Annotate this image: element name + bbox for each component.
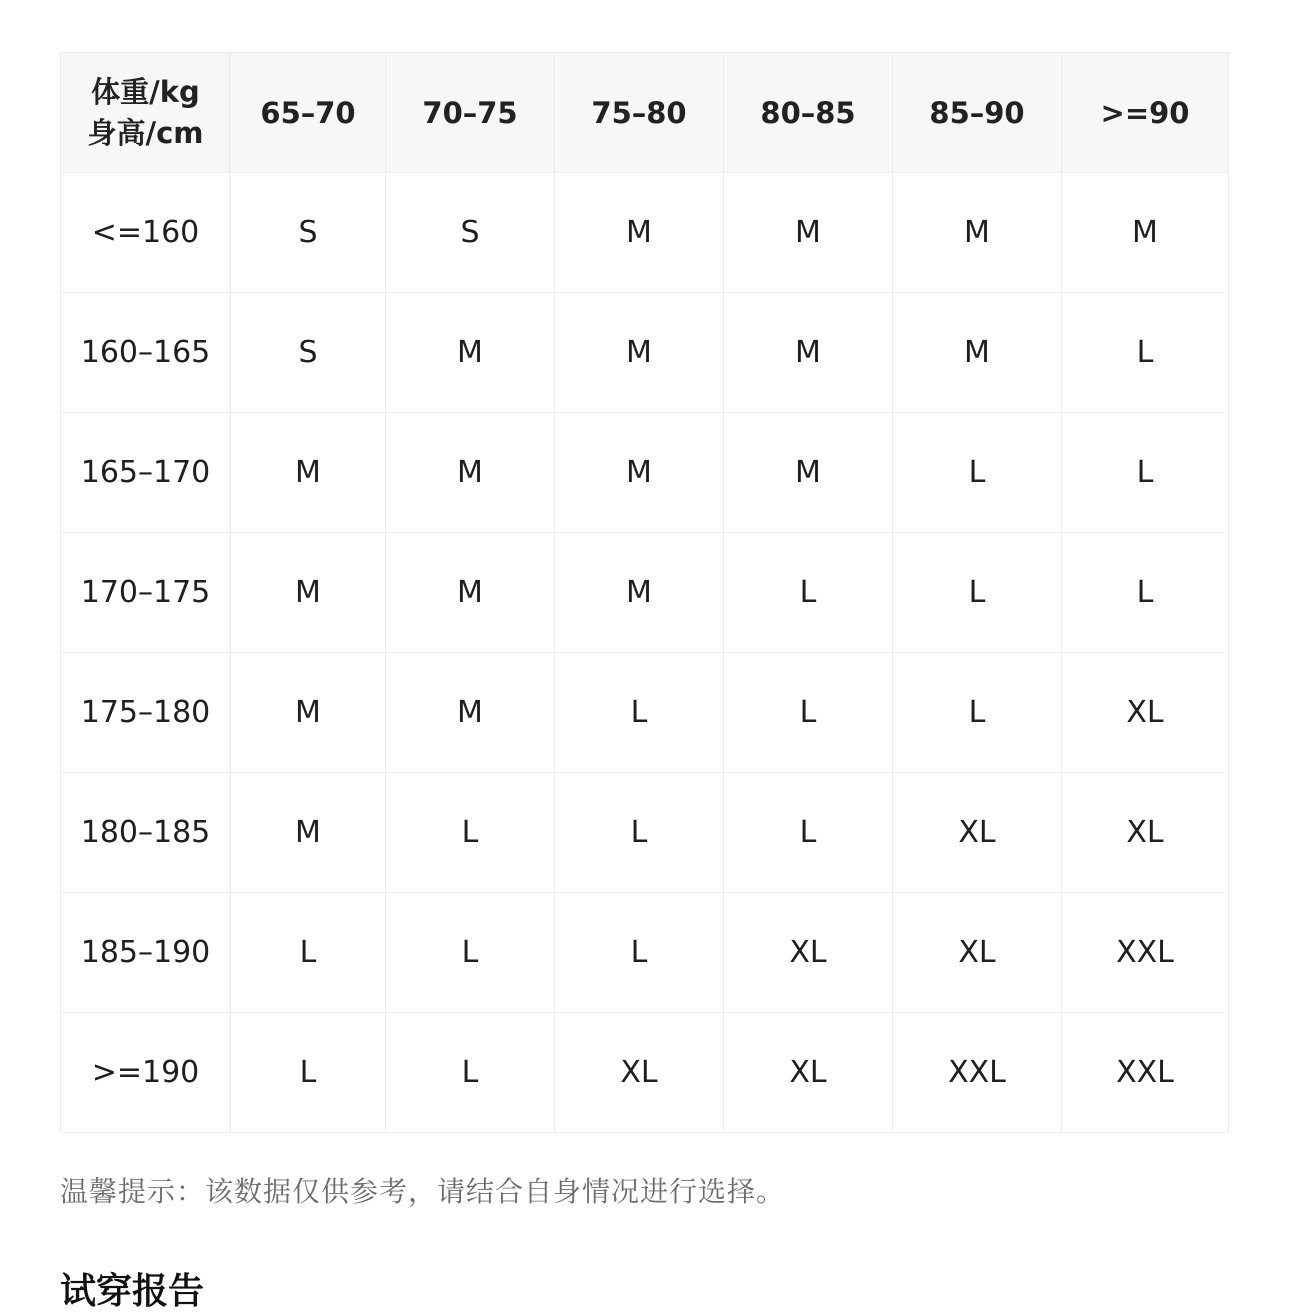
size-chart-table: [60, 52, 1229, 1133]
size-cell: L: [555, 893, 724, 1013]
size-cell: L: [724, 773, 893, 893]
size-cell: XL: [555, 1013, 724, 1133]
weight-column-header: 65–70: [231, 53, 386, 173]
size-cell: XL: [1062, 773, 1229, 893]
size-cell: L: [1062, 413, 1229, 533]
size-cell: L: [893, 533, 1062, 653]
size-cell: L: [386, 1013, 555, 1133]
size-cell: M: [893, 173, 1062, 293]
size-cell: L: [724, 533, 893, 653]
size-cell: M: [386, 533, 555, 653]
size-cell: M: [555, 293, 724, 413]
height-row-header: >=190: [61, 1013, 231, 1133]
size-cell: XL: [1062, 653, 1229, 773]
size-cell: XL: [724, 1013, 893, 1133]
size-cell: M: [231, 413, 386, 533]
size-cell: M: [386, 413, 555, 533]
size-cell: XXL: [1062, 1013, 1229, 1133]
size-cell: M: [231, 533, 386, 653]
size-cell: M: [231, 773, 386, 893]
size-cell: L: [724, 653, 893, 773]
table-row: [61, 293, 1229, 413]
size-cell: M: [724, 413, 893, 533]
table-row: [61, 893, 1229, 1013]
size-cell: XL: [893, 893, 1062, 1013]
height-row-header: 160–165: [61, 293, 231, 413]
size-cell: M: [555, 533, 724, 653]
height-row-header: 180–185: [61, 773, 231, 893]
size-cell: M: [555, 413, 724, 533]
size-cell: L: [893, 413, 1062, 533]
height-row-header: <=160: [61, 173, 231, 293]
weight-column-header: 75–80: [555, 53, 724, 173]
size-cell: M: [724, 293, 893, 413]
section-heading: 试穿报告: [60, 1271, 205, 1312]
size-cell: L: [386, 893, 555, 1013]
table-row: [61, 1013, 1229, 1133]
size-cell: M: [1062, 173, 1229, 293]
table-row: [61, 773, 1229, 893]
size-cell: M: [724, 173, 893, 293]
size-cell: L: [893, 653, 1062, 773]
size-cell: L: [231, 893, 386, 1013]
size-cell: M: [386, 653, 555, 773]
size-cell: XL: [893, 773, 1062, 893]
weight-column-header: >=90: [1062, 53, 1229, 173]
height-row-header: 165–170: [61, 413, 231, 533]
table-row: [61, 173, 1229, 293]
weight-column-header: 70–75: [386, 53, 555, 173]
size-cell: S: [231, 173, 386, 293]
size-cell: M: [386, 293, 555, 413]
corner-header: [61, 53, 231, 173]
size-cell: M: [231, 653, 386, 773]
table-row: [61, 653, 1229, 773]
table-row: [61, 413, 1229, 533]
height-axis-label: 身高/cm: [87, 115, 204, 150]
size-cell: XL: [724, 893, 893, 1013]
size-cell: L: [386, 773, 555, 893]
size-cell: M: [555, 173, 724, 293]
table-row: [61, 533, 1229, 653]
size-cell: L: [555, 773, 724, 893]
size-cell: S: [231, 293, 386, 413]
size-cell: S: [386, 173, 555, 293]
table-header-row: [61, 53, 1229, 173]
height-row-header: 170–175: [61, 533, 231, 653]
size-cell: L: [1062, 293, 1229, 413]
size-cell: M: [893, 293, 1062, 413]
size-cell: XXL: [893, 1013, 1062, 1133]
weight-axis-label: 体重/kg: [91, 74, 200, 109]
size-cell: L: [555, 653, 724, 773]
height-row-header: 185–190: [61, 893, 231, 1013]
size-cell: L: [231, 1013, 386, 1133]
weight-column-header: 85–90: [893, 53, 1062, 173]
size-tip-text: 温馨提示：该数据仅供参考，请结合自身情况进行选择。: [60, 1175, 786, 1208]
size-cell: XXL: [1062, 893, 1229, 1013]
height-row-header: 175–180: [61, 653, 231, 773]
size-cell: L: [1062, 533, 1229, 653]
weight-column-header: 80–85: [724, 53, 893, 173]
